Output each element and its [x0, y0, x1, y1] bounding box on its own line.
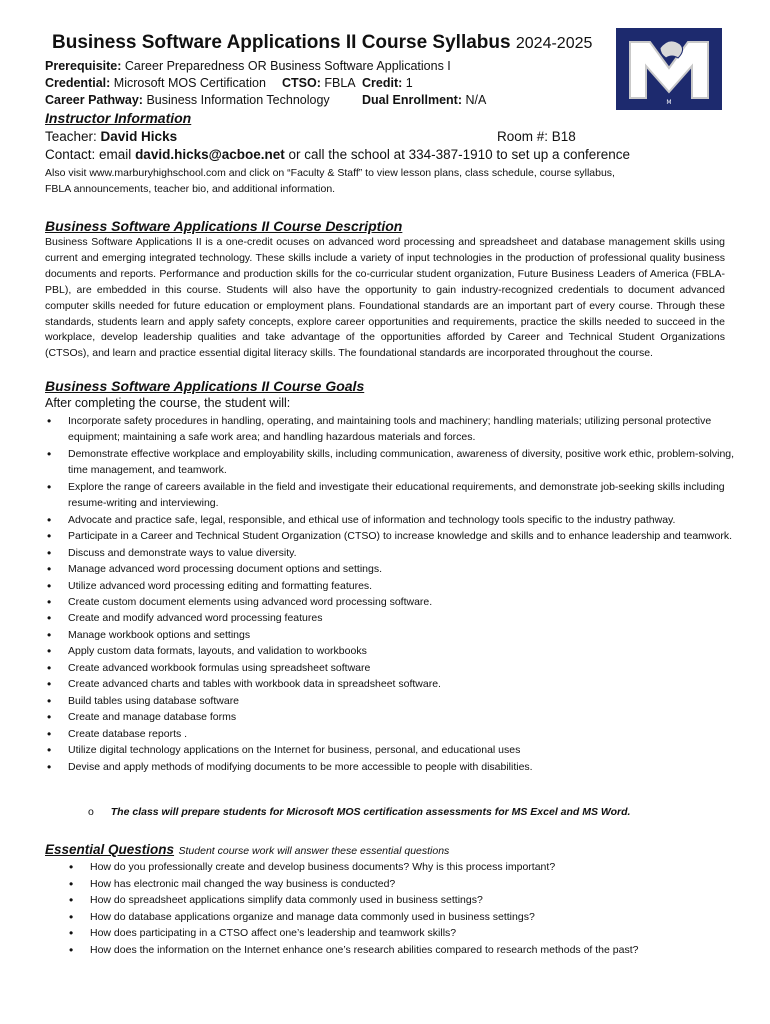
list-item: • Participate in a Career and Technical Student Organization (CTSO) to increase knowledge and skills and to enhance leadership and teamwork. [45, 528, 735, 544]
goals-list [45, 413, 735, 775]
essential-questions-subheading: Student course work will answer these essential questions [178, 845, 450, 857]
school-logo [616, 28, 722, 110]
mos-certification-note: o The class will prepare students for Microsoft MOS certification assessments for MS Excel and MS Word. [88, 806, 631, 818]
instructor-heading: Instructor Information [45, 110, 192, 126]
credential-line: Credential: Microsoft MOS Certification [45, 76, 266, 90]
goals-intro: After completing the course, the student will: [45, 396, 291, 410]
contact-line: Contact: email david.hicks@acboe.net or call the school at 334-387-1910 to set up a conference [45, 147, 631, 162]
school-year: 2024-2025 [515, 35, 593, 52]
list-item: • Devise and apply methods of modifying documents to be more accessible to people with disabilities. [45, 759, 735, 775]
course-description: Business Software Applications II is a one-credit ocuses on advanced word processing and spreadsheet and database management skills using current and emerging integrated technology. These skills include a variety of input technologies in the production of professional quality business documents and reports. Performance and production skills for the co-curricular student organization, Future Business Leaders of America (FBLA-PBL), are embedded in this course. Students will also have the opportunity to gain industry-recognized credentials to document advanced computer skills needed for future education or employment plans. Foundational standards are an important part of every course. Through these standards, students learn and apply safety concepts, explore career opportunities and requirements, practice the skills needed to succeed in the workplace, develop leadership qualities and take advantage of the opportunities afforded by Career and Technical Student Organizations (CTSOs), and learn and practice essential digital literacy skills. The foundational standards are incorporated throughout the course. [45, 236, 725, 360]
list-item: • Utilize digital technology applications on the Internet for business, personal, and educational uses [45, 742, 735, 758]
visit-line-2: FBLA announcements, teacher bio, and additional information. [45, 183, 336, 195]
prerequisite-line: Prerequisite: Career Preparedness OR Business Software Applications I [45, 59, 451, 73]
list-item: • Build tables using database software [45, 693, 735, 709]
logo-letter: M [666, 99, 672, 106]
logo-m-icon [616, 28, 722, 110]
list-item: • Demonstrate effective workplace and employability skills, including communication, awareness of diversity, positive work ethic, problem-solving, time management, and teamwork. [45, 446, 735, 479]
list-item: • How do you professionally create and develop business documents? Why is this process important? [68, 859, 728, 876]
list-item: • Create and manage database forms [45, 709, 735, 725]
credit-field: Credit: 1 [362, 76, 413, 90]
list-item: • Create and modify advanced word processing features [45, 610, 735, 626]
list-item: • Advocate and practice safe, legal, responsible, and ethical use of information and technology tools specific to the industry pathway. [45, 512, 735, 528]
list-item: • Create custom document elements using advanced word processing software. [45, 594, 735, 610]
list-item: • How do database applications organize and manage data commonly used in business settings? [68, 909, 728, 926]
description-heading: Business Software Applications II Course Description [45, 218, 403, 234]
page-title [52, 32, 612, 54]
list-item: • Create advanced workbook formulas using spreadsheet software [45, 660, 735, 676]
pathway-line: Career Pathway: Business Information Technology [45, 93, 330, 107]
essential-questions-heading: Essential Questions Student course work will answer these essential questions [45, 842, 450, 857]
dual-enrollment-field: Dual Enrollment: N/A [362, 93, 487, 107]
sub-bullet-marker: o [88, 806, 94, 818]
list-item: • Manage workbook options and settings [45, 627, 735, 643]
list-item: • Incorporate safety procedures in handling, operating, and maintaining tools and machinery; handling materials; utilizing personal protective equipment; maintaining a safe work area; and handling hazardous materials and forces. [45, 413, 735, 446]
list-item: • How do spreadsheet applications simplify data commonly used in business settings? [68, 892, 728, 909]
list-item: • Create advanced charts and tables with workbook data in spreadsheet software. [45, 676, 735, 692]
room-number: Room #: B18 [497, 129, 576, 144]
list-item: • How does the information on the Internet enhance one’s research abilities compared to research methods of the past? [68, 942, 728, 959]
teacher-name: David Hicks [100, 129, 178, 144]
list-item: • How does participating in a CTSO affect one’s leadership and teamwork skills? [68, 925, 728, 942]
teacher-line: Teacher: David Hicks [45, 129, 178, 144]
list-item: • Create database reports . [45, 726, 735, 742]
list-item: • Discuss and demonstrate ways to value diversity. [45, 545, 735, 561]
ctso-field: CTSO: FBLA [282, 76, 356, 90]
list-item: • Utilize advanced word processing editing and formatting features. [45, 578, 735, 594]
list-item: • Apply custom data formats, layouts, and validation to workbooks [45, 643, 735, 659]
list-item: • Explore the range of careers available in the field and investigate their educational requirements, and demonstrate job-seeking skills including resume-writing and interviewing. [45, 479, 735, 512]
list-item: • Manage advanced word processing document options and settings. [45, 561, 735, 577]
list-item: • How has electronic mail changed the way business is conducted? [68, 876, 728, 893]
goals-heading: Business Software Applications II Course Goals [45, 378, 365, 394]
email-link[interactable]: david.hicks@acboe.net [135, 147, 285, 162]
essential-questions-list [68, 859, 728, 959]
visit-line-1: Also visit www.marburyhighschool.com and click on “Faculty & Staff” to view lesson plans, class schedule, course syllabus, [45, 167, 615, 179]
title-text: Business Software Applications II Course Syllabus [52, 32, 511, 53]
